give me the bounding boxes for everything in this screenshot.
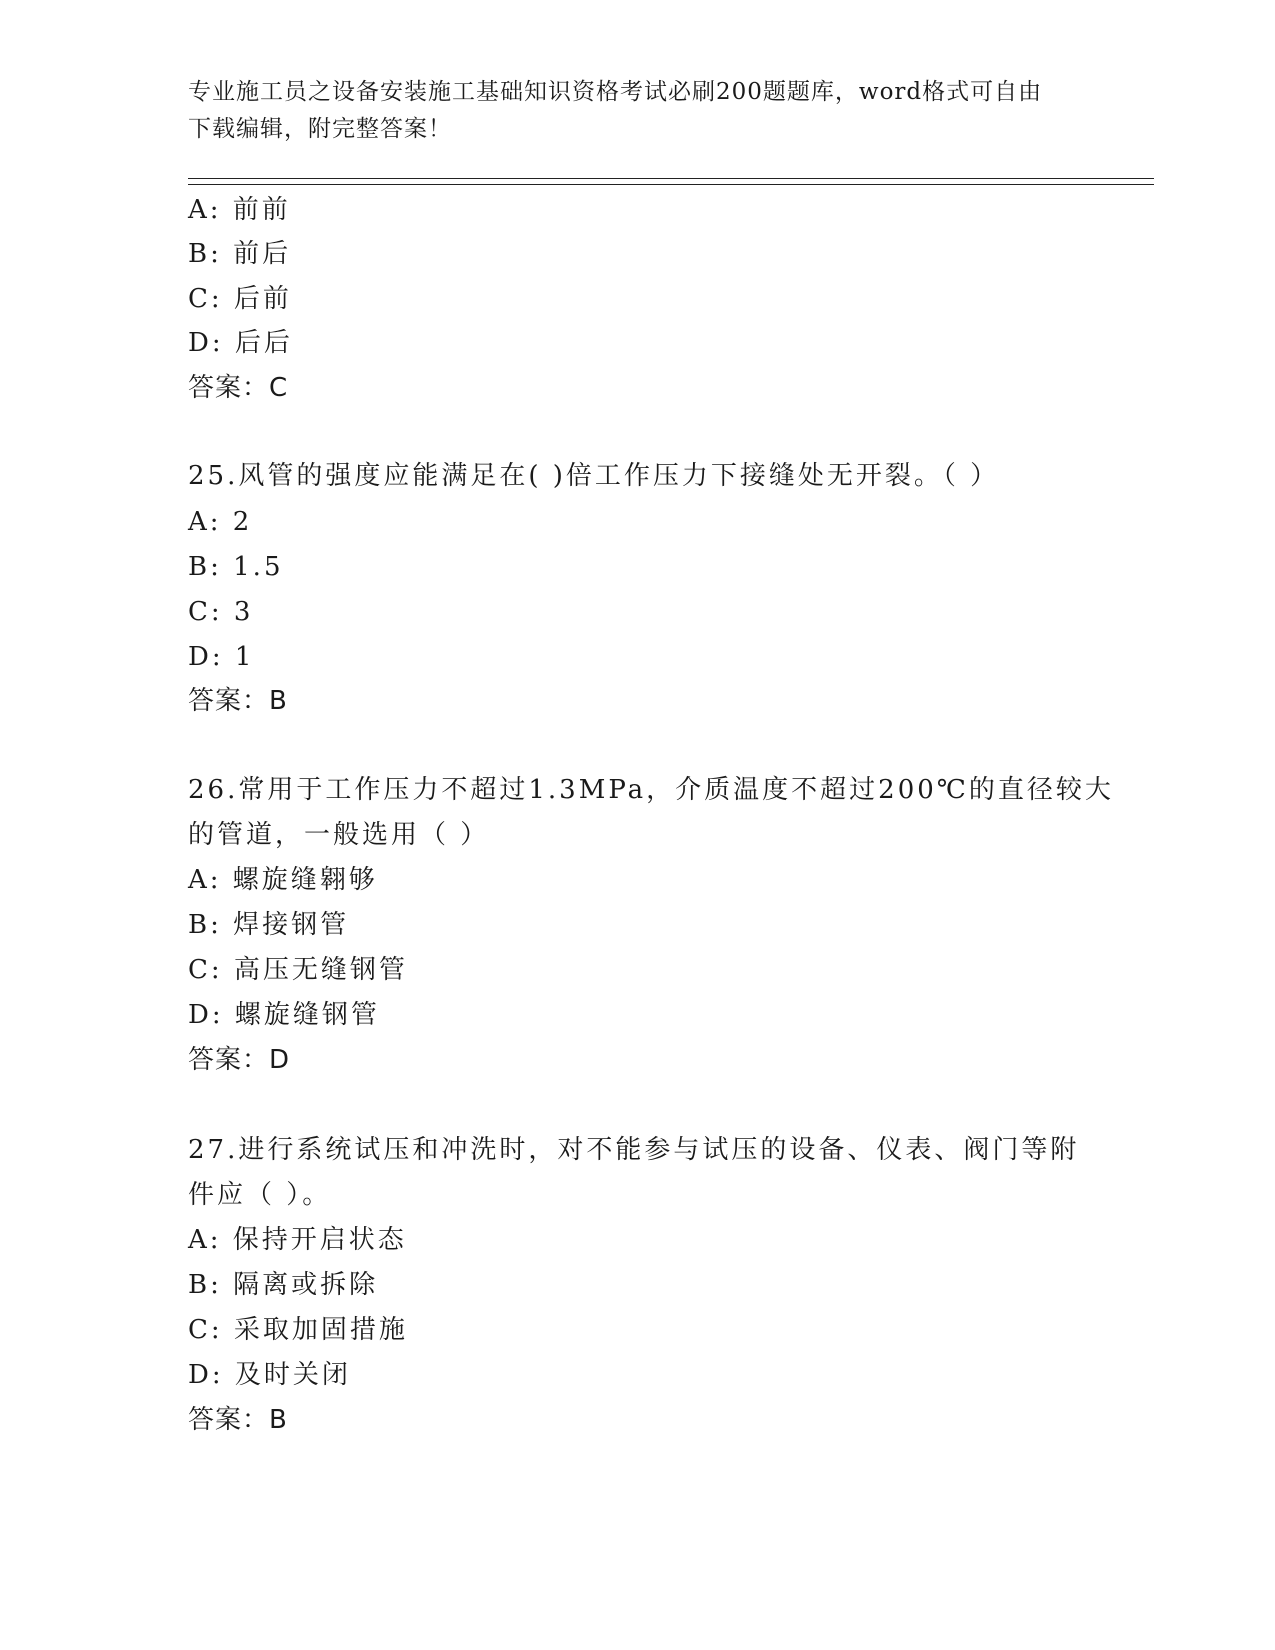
q25-answer: 答案：B xyxy=(188,686,288,716)
q24-option-b: B: 前后 xyxy=(188,239,292,269)
q27-option-b: B: 隔离或拆除 xyxy=(188,1270,379,1300)
q25-option-c: C: 3 xyxy=(188,597,254,627)
q25-option-a: A: 2 xyxy=(188,507,253,537)
q27-option-a: A: 保持开启状态 xyxy=(188,1225,407,1255)
document-header xyxy=(188,74,1068,148)
header-line-1: 专业施工员之设备安装施工基础知识资格考试必刷200题题库，word格式可自由 xyxy=(188,79,1043,105)
q27-answer: 答案：B xyxy=(188,1405,288,1435)
q26-option-c: C: 高压无缝钢管 xyxy=(188,955,408,985)
q24-option-d: D: 后后 xyxy=(188,328,293,358)
q27-option-c: C: 采取加固措施 xyxy=(188,1315,408,1345)
q26-option-a: A: 螺旋缝翱够 xyxy=(188,865,378,895)
q26-stem-line-1: 26.常用于工作压力不超过1.3MPa，介质温度不超过200℃的直径较大 xyxy=(188,775,1114,805)
q25-option-b: B: 1.5 xyxy=(188,552,284,582)
q27-stem-line-2: 件应（ ）。 xyxy=(188,1180,332,1210)
q26-answer: 答案：D xyxy=(188,1045,291,1075)
header-line-2: 下载编辑，附完整答案！ xyxy=(188,116,452,142)
q27-option-d: D: 及时关闭 xyxy=(188,1360,351,1390)
q26-option-d: D: 螺旋缝钢管 xyxy=(188,1000,380,1030)
q27-stem-line-1: 27.进行系统试压和冲洗时，对不能参与试压的设备、仪表、阀门等附 xyxy=(188,1135,1080,1165)
q24-option-c: C: 后前 xyxy=(188,284,292,314)
q25-stem: 25.风管的强度应能满足在( )倍工作压力下接缝处无开裂。（ ） xyxy=(188,461,1000,491)
header-divider-top xyxy=(188,178,1154,179)
q24-option-a: A: 前前 xyxy=(188,195,291,225)
q24-answer: 答案：C xyxy=(188,373,289,403)
q26-stem-line-2: 的管道，一般选用（ ） xyxy=(188,820,490,850)
q25-option-d: D: 1 xyxy=(188,642,255,672)
header-divider-bottom xyxy=(188,184,1154,185)
q26-option-b: B: 焊接钢管 xyxy=(188,910,350,940)
